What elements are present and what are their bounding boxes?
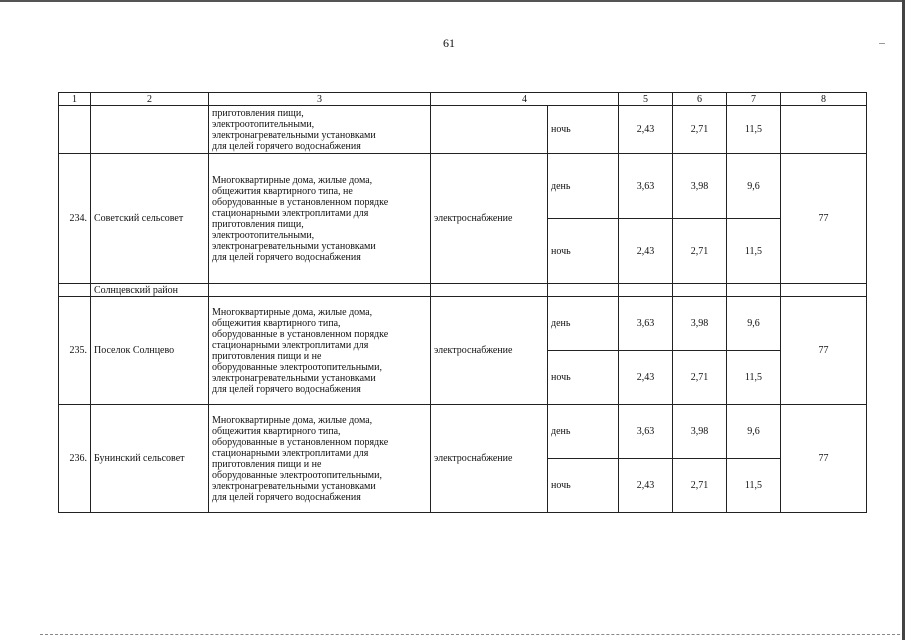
desc-line: электронагревательными установками bbox=[212, 372, 376, 384]
desc-line: приготовления пищи и не bbox=[212, 458, 322, 470]
desc-line: общежития квартирного типа, не bbox=[212, 185, 353, 197]
cell-period: день bbox=[548, 405, 619, 459]
cell-col7: 11,5 bbox=[727, 351, 781, 405]
cell-name: Бунинский сельсовет bbox=[91, 405, 209, 513]
cell-col6: 3,98 bbox=[673, 297, 727, 351]
cell-col8: 77 bbox=[781, 405, 867, 513]
cell-col6: 2,71 bbox=[673, 219, 727, 284]
cell-service: электроснабжение bbox=[431, 297, 548, 405]
cell-col7: 9,6 bbox=[727, 405, 781, 459]
header-col-2: 2 bbox=[91, 93, 209, 106]
cell-description bbox=[209, 405, 431, 513]
page-number: 61 bbox=[443, 36, 455, 50]
cell-service: электроснабжение bbox=[431, 405, 548, 513]
cell-col8 bbox=[781, 106, 867, 154]
cell-num bbox=[59, 284, 91, 297]
cell-col7: 11,5 bbox=[727, 459, 781, 513]
desc-line: Многоквартирные дома, жилые дома, bbox=[212, 306, 373, 318]
cell-col6: 3,98 bbox=[673, 154, 727, 219]
header-col-7: 7 bbox=[727, 93, 781, 106]
cell-name bbox=[91, 106, 209, 154]
cell-num: 234. bbox=[59, 154, 91, 284]
cell-period: ночь bbox=[548, 351, 619, 405]
cell-num: 235. bbox=[59, 297, 91, 405]
desc-line: для целей горячего водоснабжения bbox=[212, 383, 361, 395]
desc-line: для целей горячего водоснабжения bbox=[212, 140, 361, 152]
cell-period: день bbox=[548, 154, 619, 219]
cell-description bbox=[209, 297, 431, 405]
cell-description bbox=[209, 154, 431, 284]
cell-col8: 77 bbox=[781, 297, 867, 405]
scan-edge-top bbox=[0, 0, 905, 2]
table-row-236-day bbox=[59, 405, 867, 459]
desc-line: стационарными электроплитами для bbox=[212, 447, 369, 459]
desc-line: электроотопительными, bbox=[212, 229, 315, 241]
desc-line: приготовления пищи и не bbox=[212, 350, 322, 362]
cell-period: ночь bbox=[548, 459, 619, 513]
cell-col6 bbox=[673, 284, 727, 297]
cell-col7 bbox=[727, 284, 781, 297]
cell-col7: 9,6 bbox=[727, 154, 781, 219]
cell-col8: 77 bbox=[781, 154, 867, 284]
desc-line: стационарными электроплитами для bbox=[212, 207, 369, 219]
cell-col5: 2,43 bbox=[619, 219, 673, 284]
desc-line: общежития квартирного типа, bbox=[212, 425, 341, 437]
cell-service bbox=[431, 106, 548, 154]
cell-col6: 3,98 bbox=[673, 405, 727, 459]
cell-description bbox=[209, 106, 431, 154]
table-header-row bbox=[59, 93, 867, 106]
header-col-5: 5 bbox=[619, 93, 673, 106]
cell-col7: 9,6 bbox=[727, 297, 781, 351]
desc-line: для целей горячего водоснабжения bbox=[212, 491, 361, 503]
cell-col8 bbox=[781, 284, 867, 297]
cell-district-name: Солнцевский район bbox=[91, 284, 209, 297]
desc-line: электронагревательными установками bbox=[212, 240, 376, 252]
cell-col5: 3,63 bbox=[619, 405, 673, 459]
cell-name: Поселок Солнцево bbox=[91, 297, 209, 405]
cell-col5: 3,63 bbox=[619, 154, 673, 219]
cell-col6: 2,71 bbox=[673, 106, 727, 154]
desc-line: общежития квартирного типа, bbox=[212, 317, 341, 329]
cell-col5 bbox=[619, 284, 673, 297]
desc-line: стационарными электроплитами для bbox=[212, 339, 369, 351]
scan-edge-bottom bbox=[40, 634, 900, 636]
desc-line: оборудованные в установленном порядке bbox=[212, 196, 389, 208]
cell-col5: 3,63 bbox=[619, 297, 673, 351]
cell-service bbox=[431, 284, 548, 297]
cell-description bbox=[209, 284, 431, 297]
cell-num: 236. bbox=[59, 405, 91, 513]
desc-line: оборудованные в установленном порядке bbox=[212, 328, 389, 340]
desc-line: электронагревательными установками bbox=[212, 480, 376, 492]
cell-name: Советский сельсовет bbox=[91, 154, 209, 284]
desc-line: электронагревательными установками bbox=[212, 129, 376, 141]
desc-line: для целей горячего водоснабжения bbox=[212, 251, 361, 263]
desc-line: Многоквартирные дома, жилые дома, bbox=[212, 414, 373, 426]
cell-col5: 2,43 bbox=[619, 459, 673, 513]
desc-line: Многоквартирные дома, жилые дома, bbox=[212, 174, 373, 186]
cell-col5: 2,43 bbox=[619, 106, 673, 154]
header-col-1: 1 bbox=[59, 93, 91, 106]
desc-line: оборудованные в установленном порядке bbox=[212, 436, 389, 448]
cell-period: ночь bbox=[548, 219, 619, 284]
header-col-4: 4 bbox=[431, 93, 619, 106]
desc-line: оборудованные электроотопительными, bbox=[212, 361, 382, 373]
cell-service: электроснабжение bbox=[431, 154, 548, 284]
cell-period: день bbox=[548, 297, 619, 351]
scan-speck bbox=[879, 43, 885, 44]
header-col-6: 6 bbox=[673, 93, 727, 106]
table-row-district bbox=[59, 284, 867, 297]
desc-line: оборудованные электроотопительными, bbox=[212, 469, 382, 481]
desc-line: приготовления пищи, bbox=[212, 107, 304, 119]
cell-num bbox=[59, 106, 91, 154]
cell-col7: 11,5 bbox=[727, 106, 781, 154]
table-row-235-day bbox=[59, 297, 867, 351]
cell-period: ночь bbox=[548, 106, 619, 154]
cell-col6: 2,71 bbox=[673, 459, 727, 513]
desc-line: приготовления пищи, bbox=[212, 218, 304, 230]
cell-period bbox=[548, 284, 619, 297]
cell-col5: 2,43 bbox=[619, 351, 673, 405]
table-row-234-day bbox=[59, 154, 867, 219]
header-col-3: 3 bbox=[209, 93, 431, 106]
desc-line: электроотопительными, bbox=[212, 118, 315, 130]
tariff-table bbox=[58, 92, 867, 513]
cell-col6: 2,71 bbox=[673, 351, 727, 405]
cell-col7: 11,5 bbox=[727, 219, 781, 284]
table-row-continuation bbox=[59, 106, 867, 154]
header-col-8: 8 bbox=[781, 93, 867, 106]
